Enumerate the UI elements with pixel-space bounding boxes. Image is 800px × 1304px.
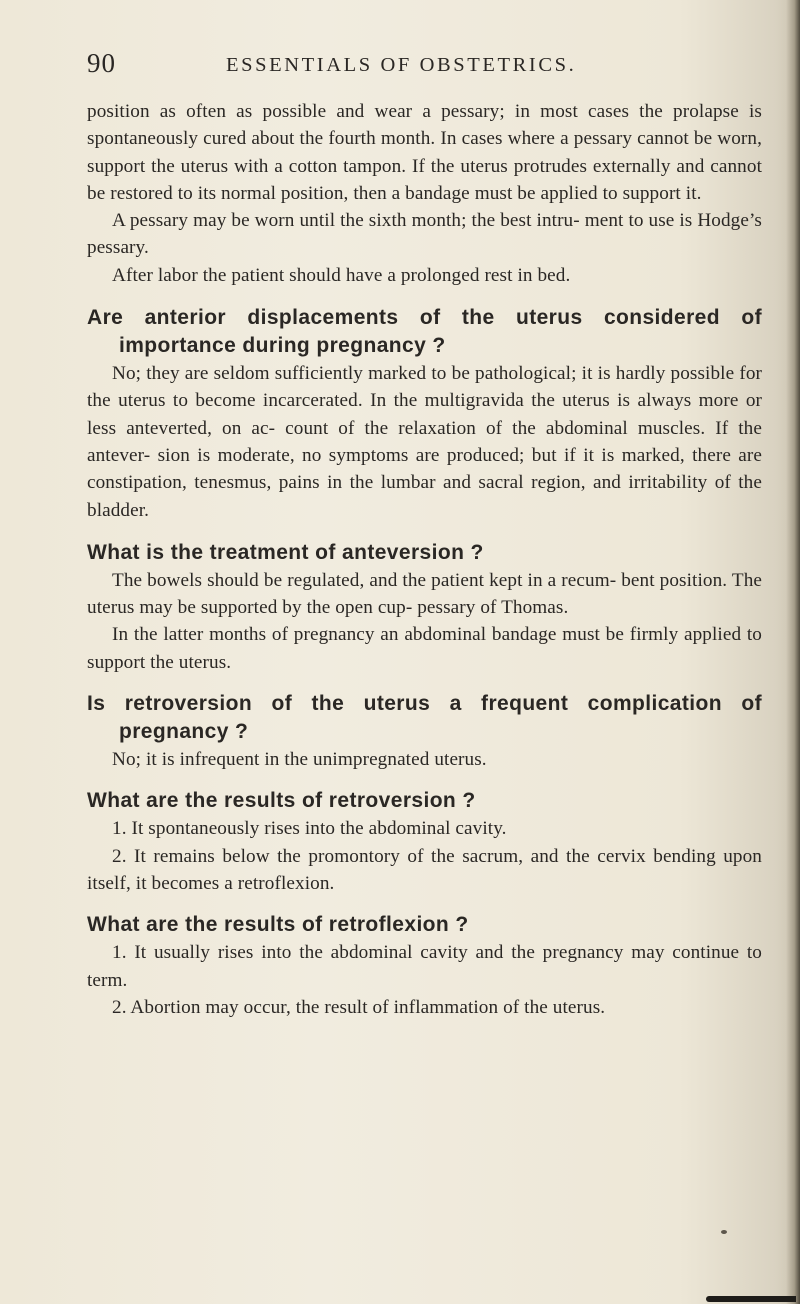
running-title: ESSENTIALS OF OBSTETRICS.: [226, 54, 577, 76]
answer-list-item: 1. It usually rises into the abdominal cavity and the pregnancy may continue to term.: [87, 942, 762, 991]
answer-paragraph: No; it is infrequent in the unimpregnated uterus.: [112, 749, 487, 771]
section-question: What are the results of retroflexion ?: [87, 913, 469, 937]
body-paragraph: position as often as possible and wear a pessary; in most cases the prolapse is spontaneously cured about the fourth month. In cases where a pessary cannot be worn, support the uterus with a cotton tampon. If the uterus protrudes externally and cannot be restored to its normal position, then a bandage must be applied to support it.: [87, 101, 762, 204]
body-paragraph: A pessary may be worn until the sixth month; the best intru- ment to use is Hodge’s pessary.: [87, 210, 762, 259]
body-paragraph: After labor the patient should have a prolonged rest in bed.: [112, 264, 571, 286]
page-corner-mark: [706, 1296, 796, 1302]
page-number: 90: [87, 48, 116, 78]
answer-paragraph: In the latter months of pregnancy an abdominal bandage must be firmly applied to support the uterus.: [87, 624, 762, 673]
section-question: What is the treatment of anteversion ?: [87, 540, 484, 564]
section-question: What are the results of retroversion ?: [87, 789, 476, 813]
answer-list-item: 2. It remains below the promontory of the sacrum, and the cervix bending upon itself, it becomes a retroflexion.: [87, 845, 762, 894]
answer-list-item: 1. It spontaneously rises into the abdominal cavity.: [112, 818, 507, 840]
running-head: [87, 48, 707, 84]
section-question: Is retroversion of the uterus a frequent complication of pregnancy ?: [87, 692, 762, 744]
section-question: Are anterior displacements of the uterus considered of importance during pregnancy ?: [87, 306, 762, 358]
page-edge-shadow: [786, 0, 800, 1304]
answer-list-item: 2. Abortion may occur, the result of inflammation of the uterus.: [112, 996, 606, 1018]
answer-paragraph: The bowels should be regulated, and the patient kept in a recum- bent position. The uterus may be supported by the open cup- pessary of Thomas.: [87, 569, 762, 619]
ink-speck: [721, 1230, 727, 1234]
answer-paragraph: No; they are seldom sufficiently marked to be pathological; it is hardly possible for the uterus to become incarcerated. In the multigravida the uterus is always more or less anteverted, on ac- count of the relaxation of the abdominal muscles. If the antever- sion is moderate, no symptoms are produced; but if it is marked, there are constipation, tenesmus, pains in the lumbar and sacral region, and irritability of the bladder.: [87, 363, 762, 521]
page-body: [87, 98, 762, 1021]
